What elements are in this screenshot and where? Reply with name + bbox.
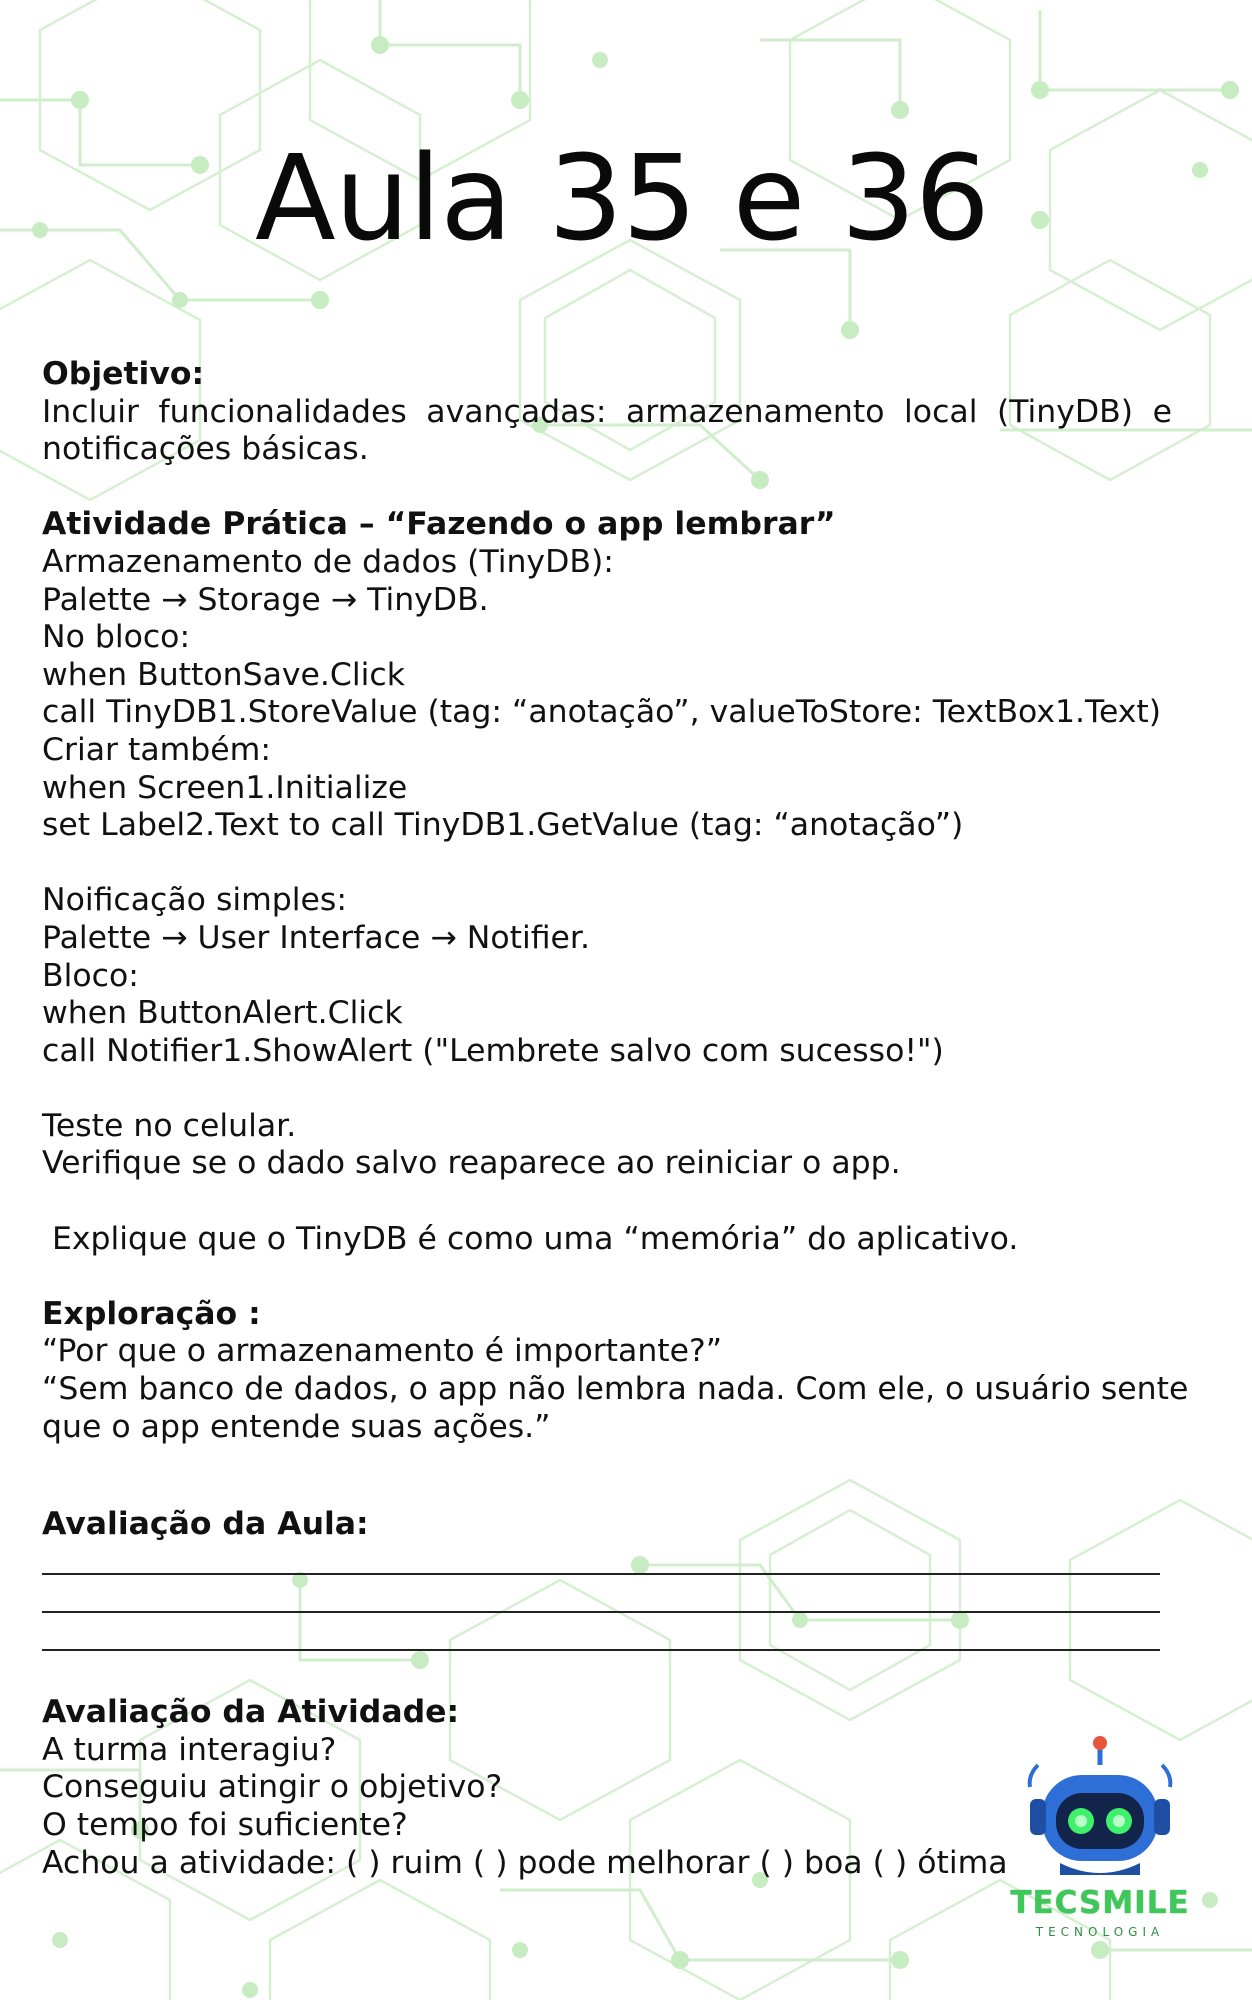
avaliacao-atividade-line: A turma interagiu? <box>42 1731 337 1768</box>
avaliacao-atividade-line: Conseguiu atingir o objetivo? <box>42 1769 503 1806</box>
atividade-heading: Atividade Prática – “Fazendo o app lembrar” <box>42 506 836 543</box>
atividade-line: call TinyDB1.StoreValue (tag: “anotação”, valueToStore: TextBox1.Text) <box>42 694 1162 731</box>
robot-mascot-icon <box>1000 1735 1200 1885</box>
notificacao-line: Palette → User Interface → Notifier. <box>42 919 591 956</box>
exploracao-heading: Exploração : <box>42 1295 261 1332</box>
lesson-body <box>42 356 1189 1882</box>
notificacao-line: Bloco: <box>42 957 139 994</box>
teste-line: Verifique se o dado salvo reaparece ao reiniciar o app. <box>42 1145 901 1182</box>
logo-name: TECSMILE <box>1010 1885 1190 1921</box>
atividade-line: when Screen1.Initialize <box>42 769 408 806</box>
notificacao-line: when ButtonAlert.Click <box>42 995 403 1032</box>
exploracao-line: “Sem banco de dados, o app não lembra nada. Com ele, o usuário sente <box>42 1371 1189 1408</box>
logo-subtitle: TECNOLOGIA <box>1035 1925 1165 1939</box>
avaliacao-atividade-line: O tempo foi suficiente? <box>42 1806 408 1843</box>
notificacao-line: Noificação simples: <box>42 882 347 919</box>
atividade-line: Criar também: <box>42 731 271 768</box>
objetivo-heading: Objetivo: <box>42 356 205 392</box>
tecsmile-logo <box>1000 1735 1200 1945</box>
exploracao-line: “Por que o armazenamento é importante?” <box>42 1333 723 1370</box>
atividade-line: No bloco: <box>42 619 191 656</box>
explique-line: Explique que o TinyDB é como uma “memória” do aplicativo. <box>42 1220 1019 1257</box>
avaliacao-aula-heading: Avaliação da Aula: <box>42 1506 369 1543</box>
notificacao-line: call Notifier1.ShowAlert ("Lembrete salvo com sucesso!") <box>42 1032 944 1069</box>
exploracao-line: que o app entende suas ações.” <box>42 1408 551 1445</box>
answer-line <box>42 1544 1172 1582</box>
avaliacao-atividade-heading: Avaliação da Atividade: <box>42 1694 460 1731</box>
objetivo-text: Incluir funcionalidades avançadas: armazenamento local (TinyDB) e notificações básicas. <box>42 393 1172 468</box>
answer-line <box>42 1619 1172 1657</box>
atividade-line: Armazenamento de dados (TinyDB): <box>42 543 614 580</box>
atividade-line: Palette → Storage → TinyDB. <box>42 581 489 618</box>
atividade-line: set Label2.Text to call TinyDB1.GetValue (tag: “anotação”) <box>42 807 964 844</box>
page-title: Aula 35 e 36 <box>254 129 990 267</box>
atividade-line: when ButtonSave.Click <box>42 656 405 693</box>
teste-line: Teste no celular. <box>42 1107 297 1144</box>
answer-line <box>42 1581 1172 1619</box>
avaliacao-atividade-line: Achou a atividade: ( ) ruim ( ) pode melhorar ( ) boa ( ) ótima <box>42 1844 1008 1881</box>
